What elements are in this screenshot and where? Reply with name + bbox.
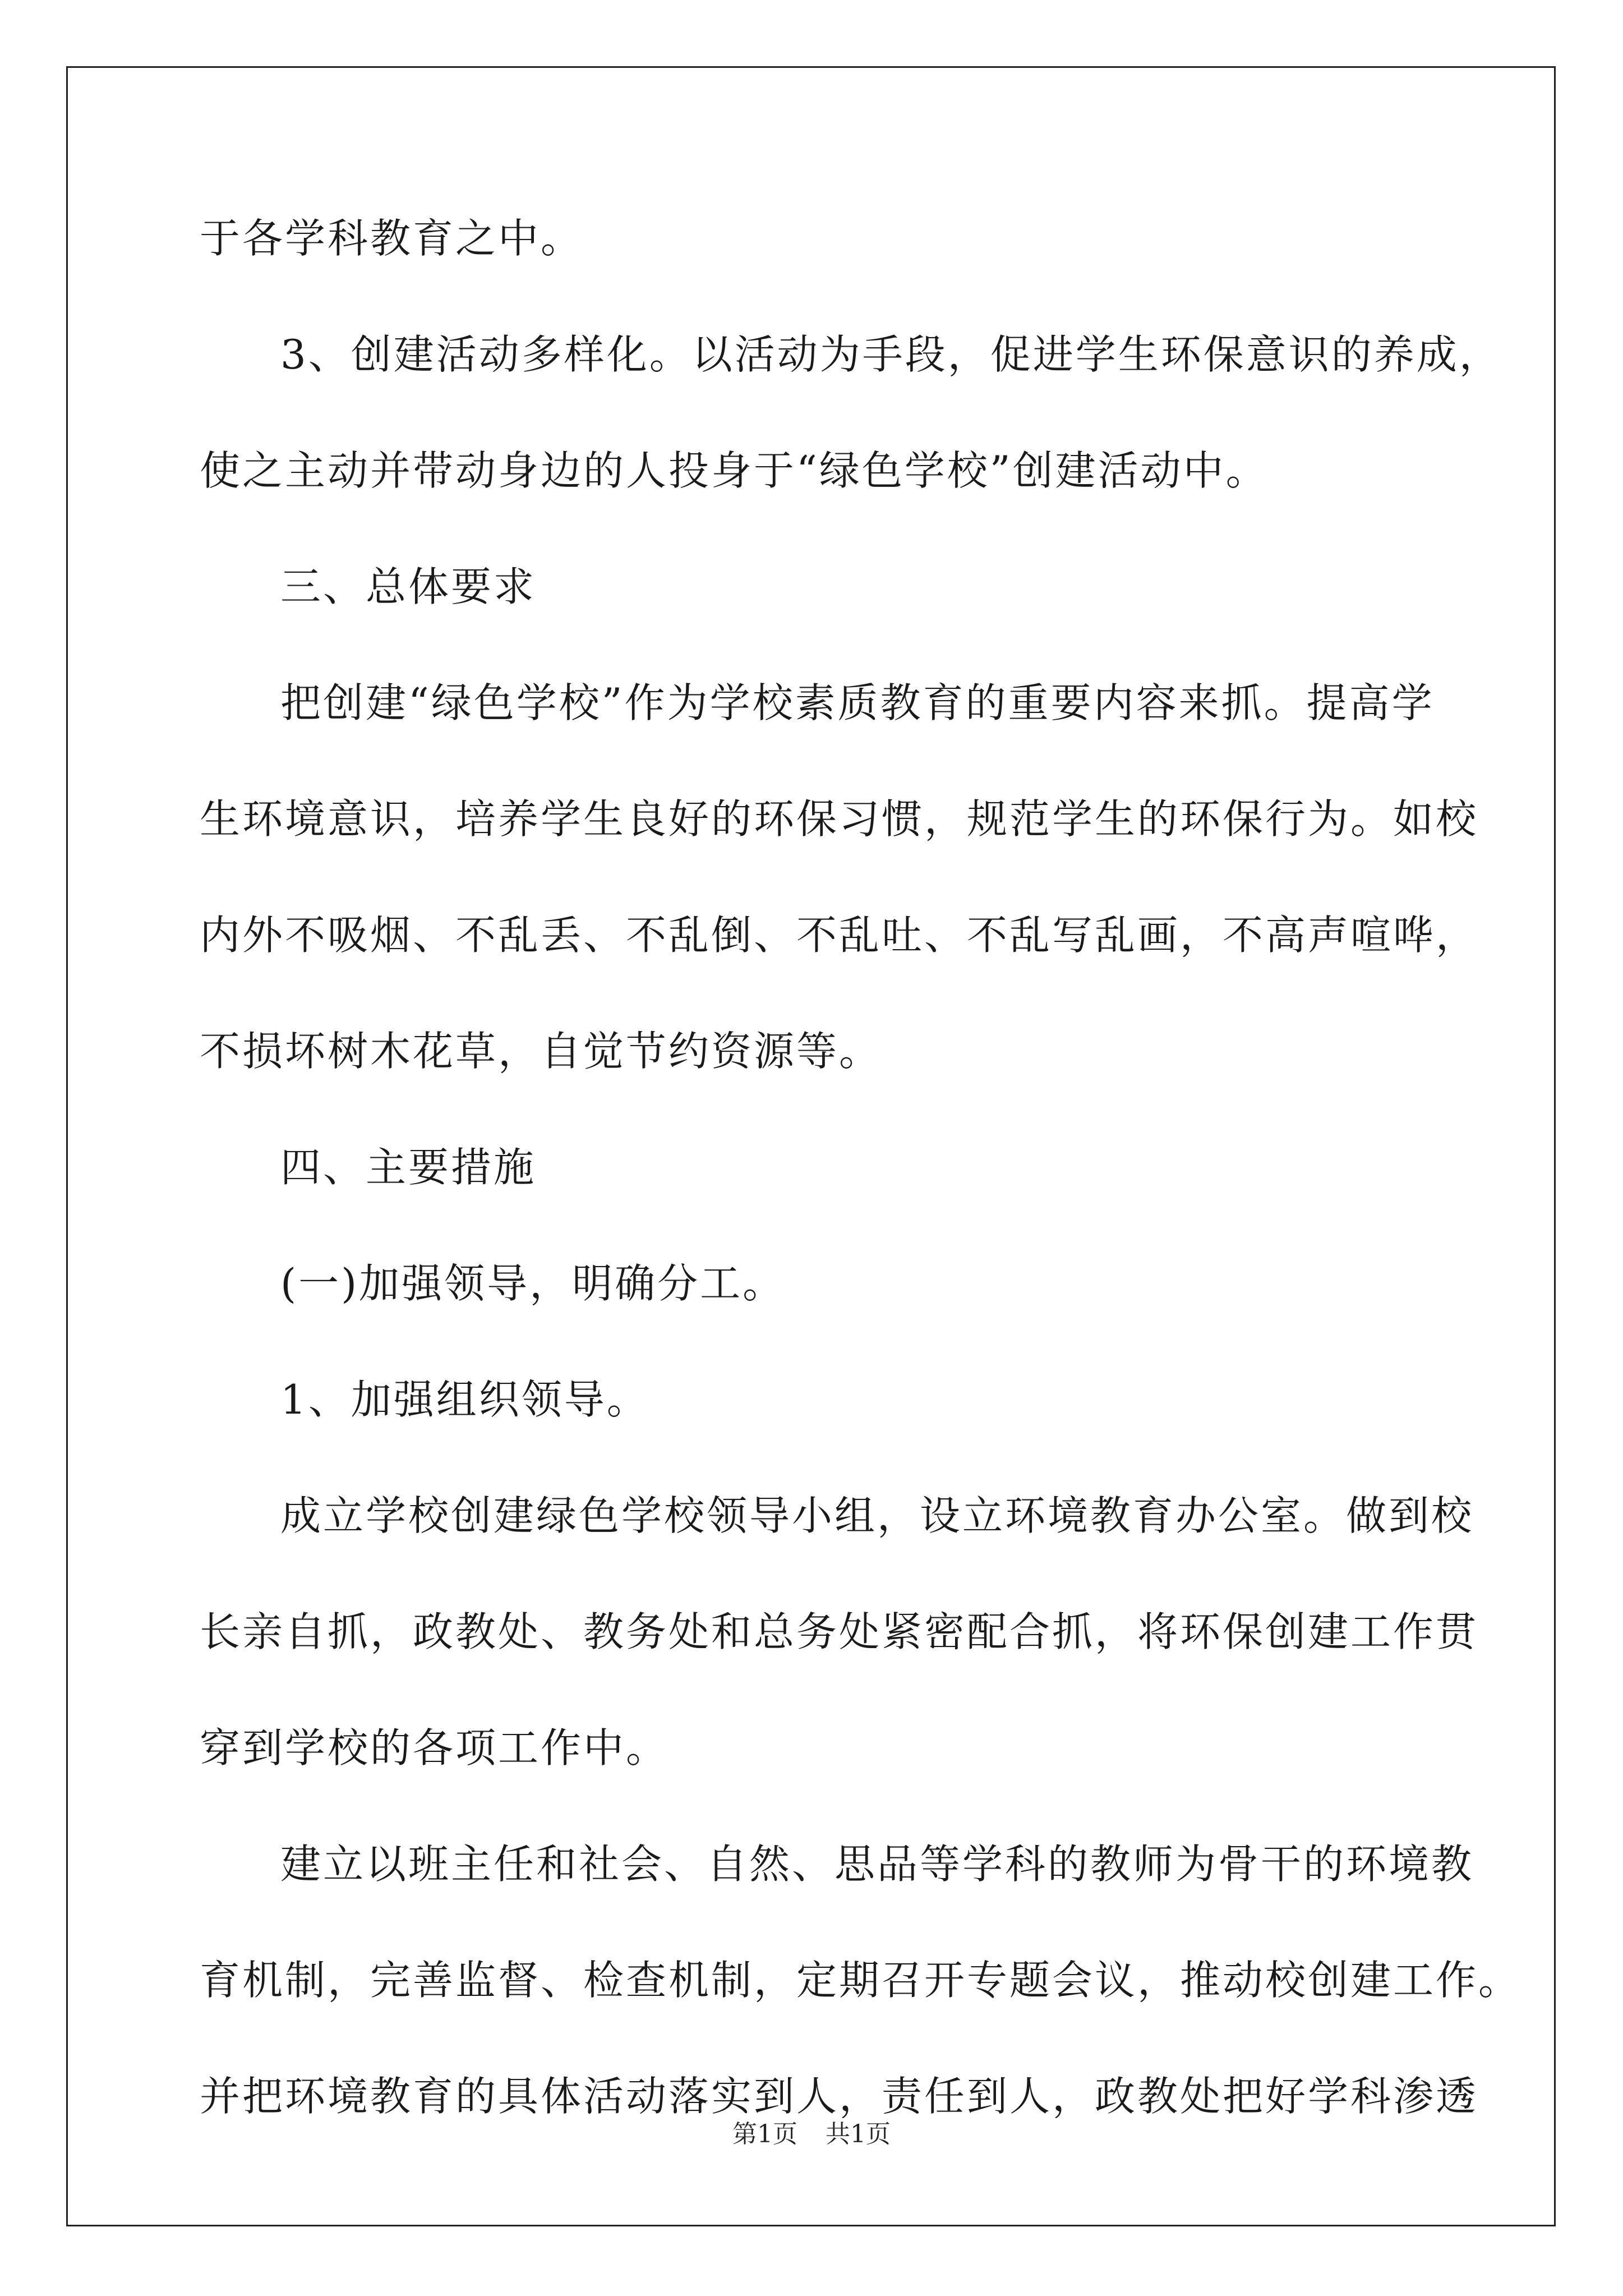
text-line: 不损坏树木花草，自觉节约资源等。: [200, 1028, 882, 1075]
text-line: 育机制，完善监督、检查机制，定期召开专题会议，推动校创建工作。: [200, 1957, 1521, 2004]
text-line: 穿到学校的各项工作中。: [200, 1724, 669, 1772]
text-line: 使之主动并带动身边的人投身于“绿色学校”创建活动中。: [200, 447, 1269, 494]
text-line: 把创建“绿色学校”作为学校素质教育的重要内容来抓。提高学: [280, 679, 1435, 726]
text-line: 建立以班主任和社会、自然、思品等学科的教师为骨干的环境教: [280, 1841, 1474, 1888]
page-footer: [0, 2118, 1623, 2151]
subsection-heading: (一)加强领导，明确分工。: [280, 1260, 786, 1307]
page-number-current: 第1页: [732, 2120, 797, 2148]
subsection-heading: 1、加强组织领导。: [280, 1376, 649, 1423]
section-heading: 四、主要措施: [280, 1144, 537, 1191]
text-line: 于各学科教育之中。: [200, 215, 584, 262]
text-line: 生环境意识，培养学生良好的环保习惯，规范学生的环保行为。如校: [200, 795, 1479, 843]
text-line: 长亲自抓，政教处、教务处和总务处紧密配合抓，将环保创建工作贯: [200, 1608, 1479, 1655]
text-line: 3、创建活动多样化。以活动为手段，促进学生环保意识的养成，: [280, 331, 1502, 378]
text-line: 并把环境教育的具体活动落实到人，责任到人，政教处把好学科渗透: [200, 2073, 1479, 2120]
page-number-total: 共1页: [826, 2120, 891, 2148]
section-heading: 三、总体要求: [280, 563, 537, 610]
text-line: 成立学校创建绿色学校领导小组，设立环境教育办公室。做到校: [280, 1492, 1474, 1539]
text-line: 内外不吸烟、不乱丢、不乱倒、不乱吐、不乱写乱画，不高声喧哗，: [200, 912, 1479, 959]
